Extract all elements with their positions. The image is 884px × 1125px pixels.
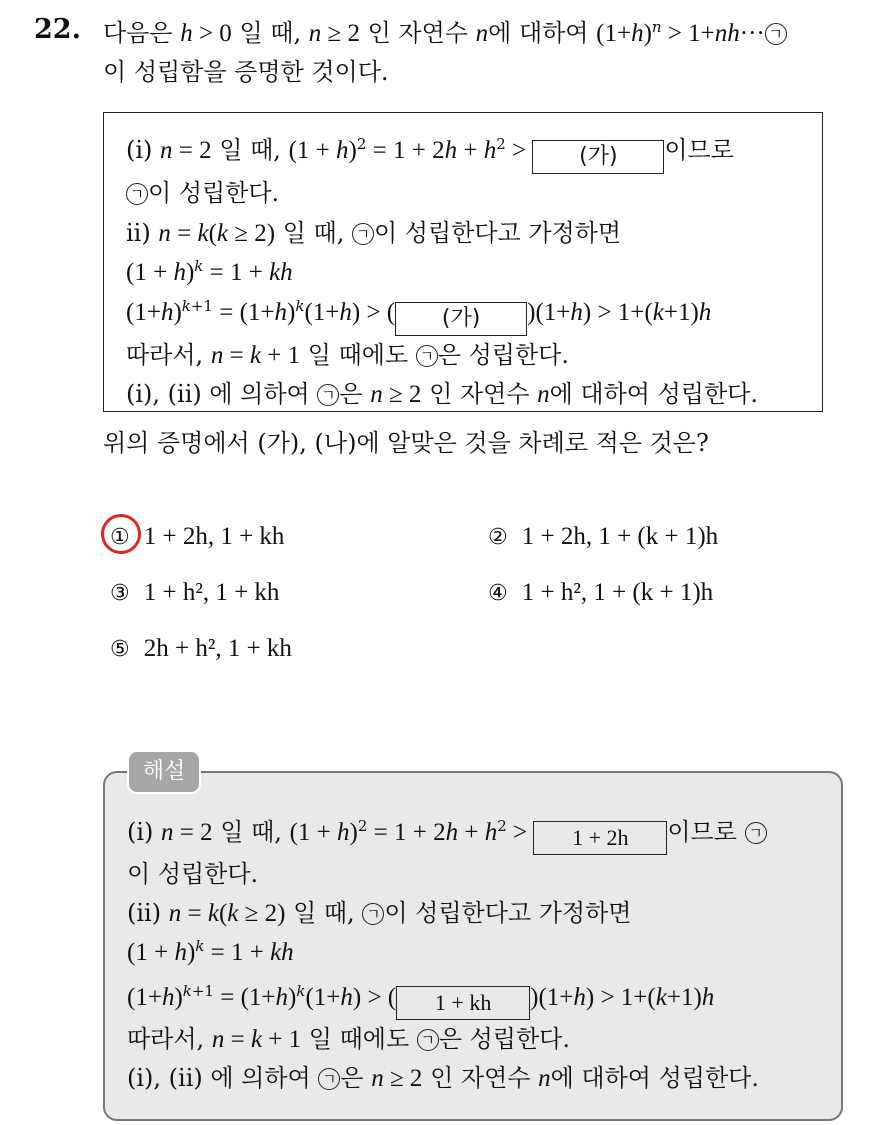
mark-circle: ㄱ — [352, 223, 374, 245]
answer-na: 1 + kh — [396, 986, 530, 1020]
choice-1[interactable]: ① 1 + 2h, 1 + kh — [110, 523, 285, 550]
mark-circle: ㄱ — [318, 1068, 340, 1090]
question-text: 위의 증명에서 (가), (나)에 알맞은 것을 차례로 적은 것은? — [103, 429, 709, 457]
mark-circle: ㄱ — [416, 345, 438, 367]
solution-box: (i) n = 2 일 때, $(1 + h)^2 = 1 + 2h + h^2 > 1 + 2h$ 이므로 ㄱ 이 성립한다. (ii) n = k(k ≥ 2) 일 때, ㄱ 이 성립한다고 가정하면 $(1 + h)^k = 1$ + kh $(1+h)^{k+1} = (1+h)^k(1+h)$ > ( 1 + kh )(1+h) > 1+(k+1)h 따라서, n = k + 1 일 때에도 ㄱ 은 성립한다. (i), (ii) 에 의하여 ㄱ 은 n ≥ 2 인 자연수 n에 대하여 성립한다. — [103, 771, 843, 1121]
answer-ga: 1 + 2h — [533, 821, 667, 855]
mark-circle: ㄱ — [745, 822, 767, 844]
blank-ga: (가) — [532, 140, 664, 174]
mark-circle: ㄱ — [126, 183, 148, 205]
choice-5[interactable]: ⑤ 2h + h², 1 + kh — [110, 635, 292, 662]
mark-circle: ㄱ — [362, 903, 384, 925]
mark-circle: ㄱ — [765, 23, 787, 45]
proof-box: (i) n = 2 일 때, $(1 + h)^2 = 1 + 2h + h^2$ > (가) 이므로 ㄱ 이 성립한다. ii) n = k(k ≥ 2) 일 때, ㄱ 이 성립한다고 가정하면 $(1 + h)^k = 1$ + kh $(1+h)^{k+1} = (1+h)^k(1+h)$ > ( (가) )(1+h) > 1+(k+1)h 따라서, n = k + 1 일 때에도 ㄱ 은 성립한다. (i), (ii) 에 의하여 ㄱ 은 n ≥ 2 인 자연수 n에 대하여 성립한다. — [103, 112, 823, 412]
solution-tag: 해설 — [127, 750, 201, 794]
choice-3[interactable]: ③ 1 + h², 1 + kh — [110, 579, 280, 606]
choice-2[interactable]: ② 1 + 2h, 1 + (k + 1)h — [488, 523, 719, 550]
mark-circle: ㄱ — [417, 1029, 439, 1051]
choice-4[interactable]: ④ 1 + h², 1 + (k + 1)h — [488, 579, 714, 606]
blank-na: (가) — [395, 302, 527, 336]
mark-circle: ㄱ — [317, 384, 339, 406]
problem-stem: 다음은 h > 0 일 때, n ≥ 2 인 자연수 n에 대하여 $(1+h)^n > 1+nh\cdot\cdot\cdot$ ㄱ 이 성립함을 증명한 것이다. — [103, 14, 873, 91]
problem-number: 22. — [34, 14, 81, 45]
